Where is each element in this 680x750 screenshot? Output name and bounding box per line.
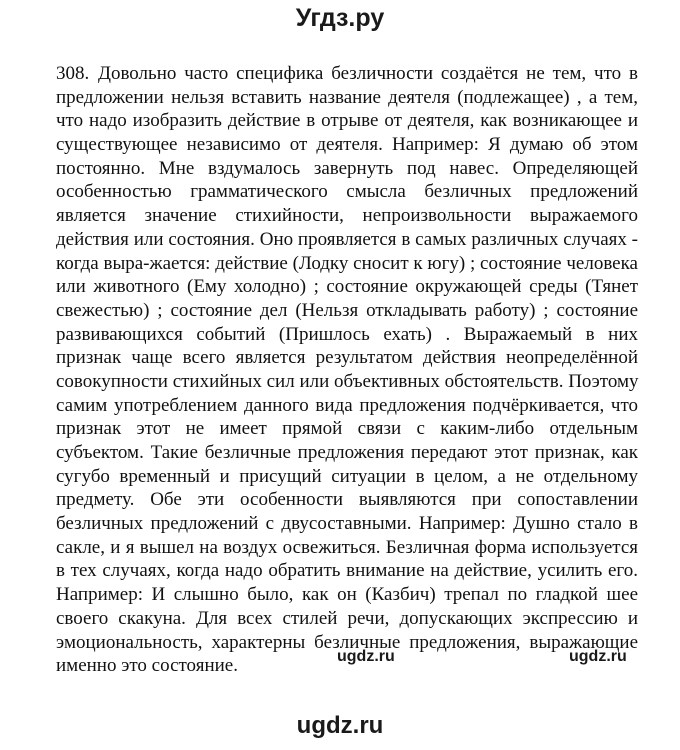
text-line: или животного (Ему холодно) ; состояние окружающей среды (Тянет	[56, 276, 638, 298]
text-line: признак этот не имеет прямой связи с каким-либо отдельным	[56, 418, 638, 440]
text-line: когда выра-жается: действие (Лодку сносит к югу) ; состояние человека	[56, 252, 638, 274]
text-line: в тех случаях, когда надо обратить внимание на действие, усилить его.	[56, 560, 638, 582]
text-line: особенностью грамматического смысла безличных предложений	[56, 181, 638, 203]
text-line: совокупности стихийных сил или объективных обстоятельств. Поэтому	[56, 370, 639, 392]
text-line: действия или состояния. Оно проявляется в самых различных случаях -	[56, 228, 638, 250]
text-line: сакле, и я вышел на воздух освежиться. Безличная форма используется	[56, 536, 638, 558]
text-line: существующее независимо от деятеля. Например: Я думаю об этом	[56, 134, 638, 156]
text-line: развивающихся событий (Пришлось ехать) . Выражаемый в них	[56, 323, 638, 345]
site-title: Угдз.ру	[295, 4, 385, 32]
exercise-number: 308.	[56, 63, 90, 84]
text-line: является значение стихийности, непроизвольности выражаемого	[56, 205, 638, 227]
text-line: своего скакуна. Для всех стилей речи, допускающих экспрессию и	[56, 607, 638, 629]
watermark: ugdz.ru	[337, 648, 395, 665]
text-line: Например: И слышно было, как он (Казбич) трепал по гладкой шее	[56, 584, 638, 606]
text-line: предмету. Обе эти особенности выявляются при сопоставлении	[56, 489, 638, 511]
text-line: эмоциональность, характерны безличные предложения, выражающие	[56, 631, 638, 653]
text-line: именно это состояние.	[56, 655, 238, 677]
text-line: Довольно часто специфика безличности создаётся не тем, что в	[98, 63, 638, 84]
text-line: сугубо временный и присущий ситуации в целом, а не отдельному	[56, 465, 638, 487]
text-line: безличных предложений с двусоставными. Например: Душно стало в	[56, 513, 638, 535]
text-line: свежестью) ; состояние дел (Нельзя откладывать работу) ; состояние	[56, 299, 638, 321]
text-line: что надо изобразить действие в отрыве от деятеля, как возникающее и	[56, 110, 638, 132]
text-line: постоянно. Мне вздумалось завернуть под навес. Определяющей	[56, 157, 638, 179]
site-footer-url: ugdz.ru	[296, 712, 384, 739]
text-line: субъектом. Такие безличные предложения передают этот признак, как	[56, 442, 638, 463]
text-line: самим употреблением данного вида предложения подчёркивается, что	[56, 394, 638, 416]
watermark: ugdz.ru	[569, 648, 627, 665]
text-line: признак чаще всего является результатом действия неопределённой	[56, 347, 638, 369]
text-line: предложении нельзя вставить название деятеля (подлежащее) , а тем,	[56, 86, 638, 108]
